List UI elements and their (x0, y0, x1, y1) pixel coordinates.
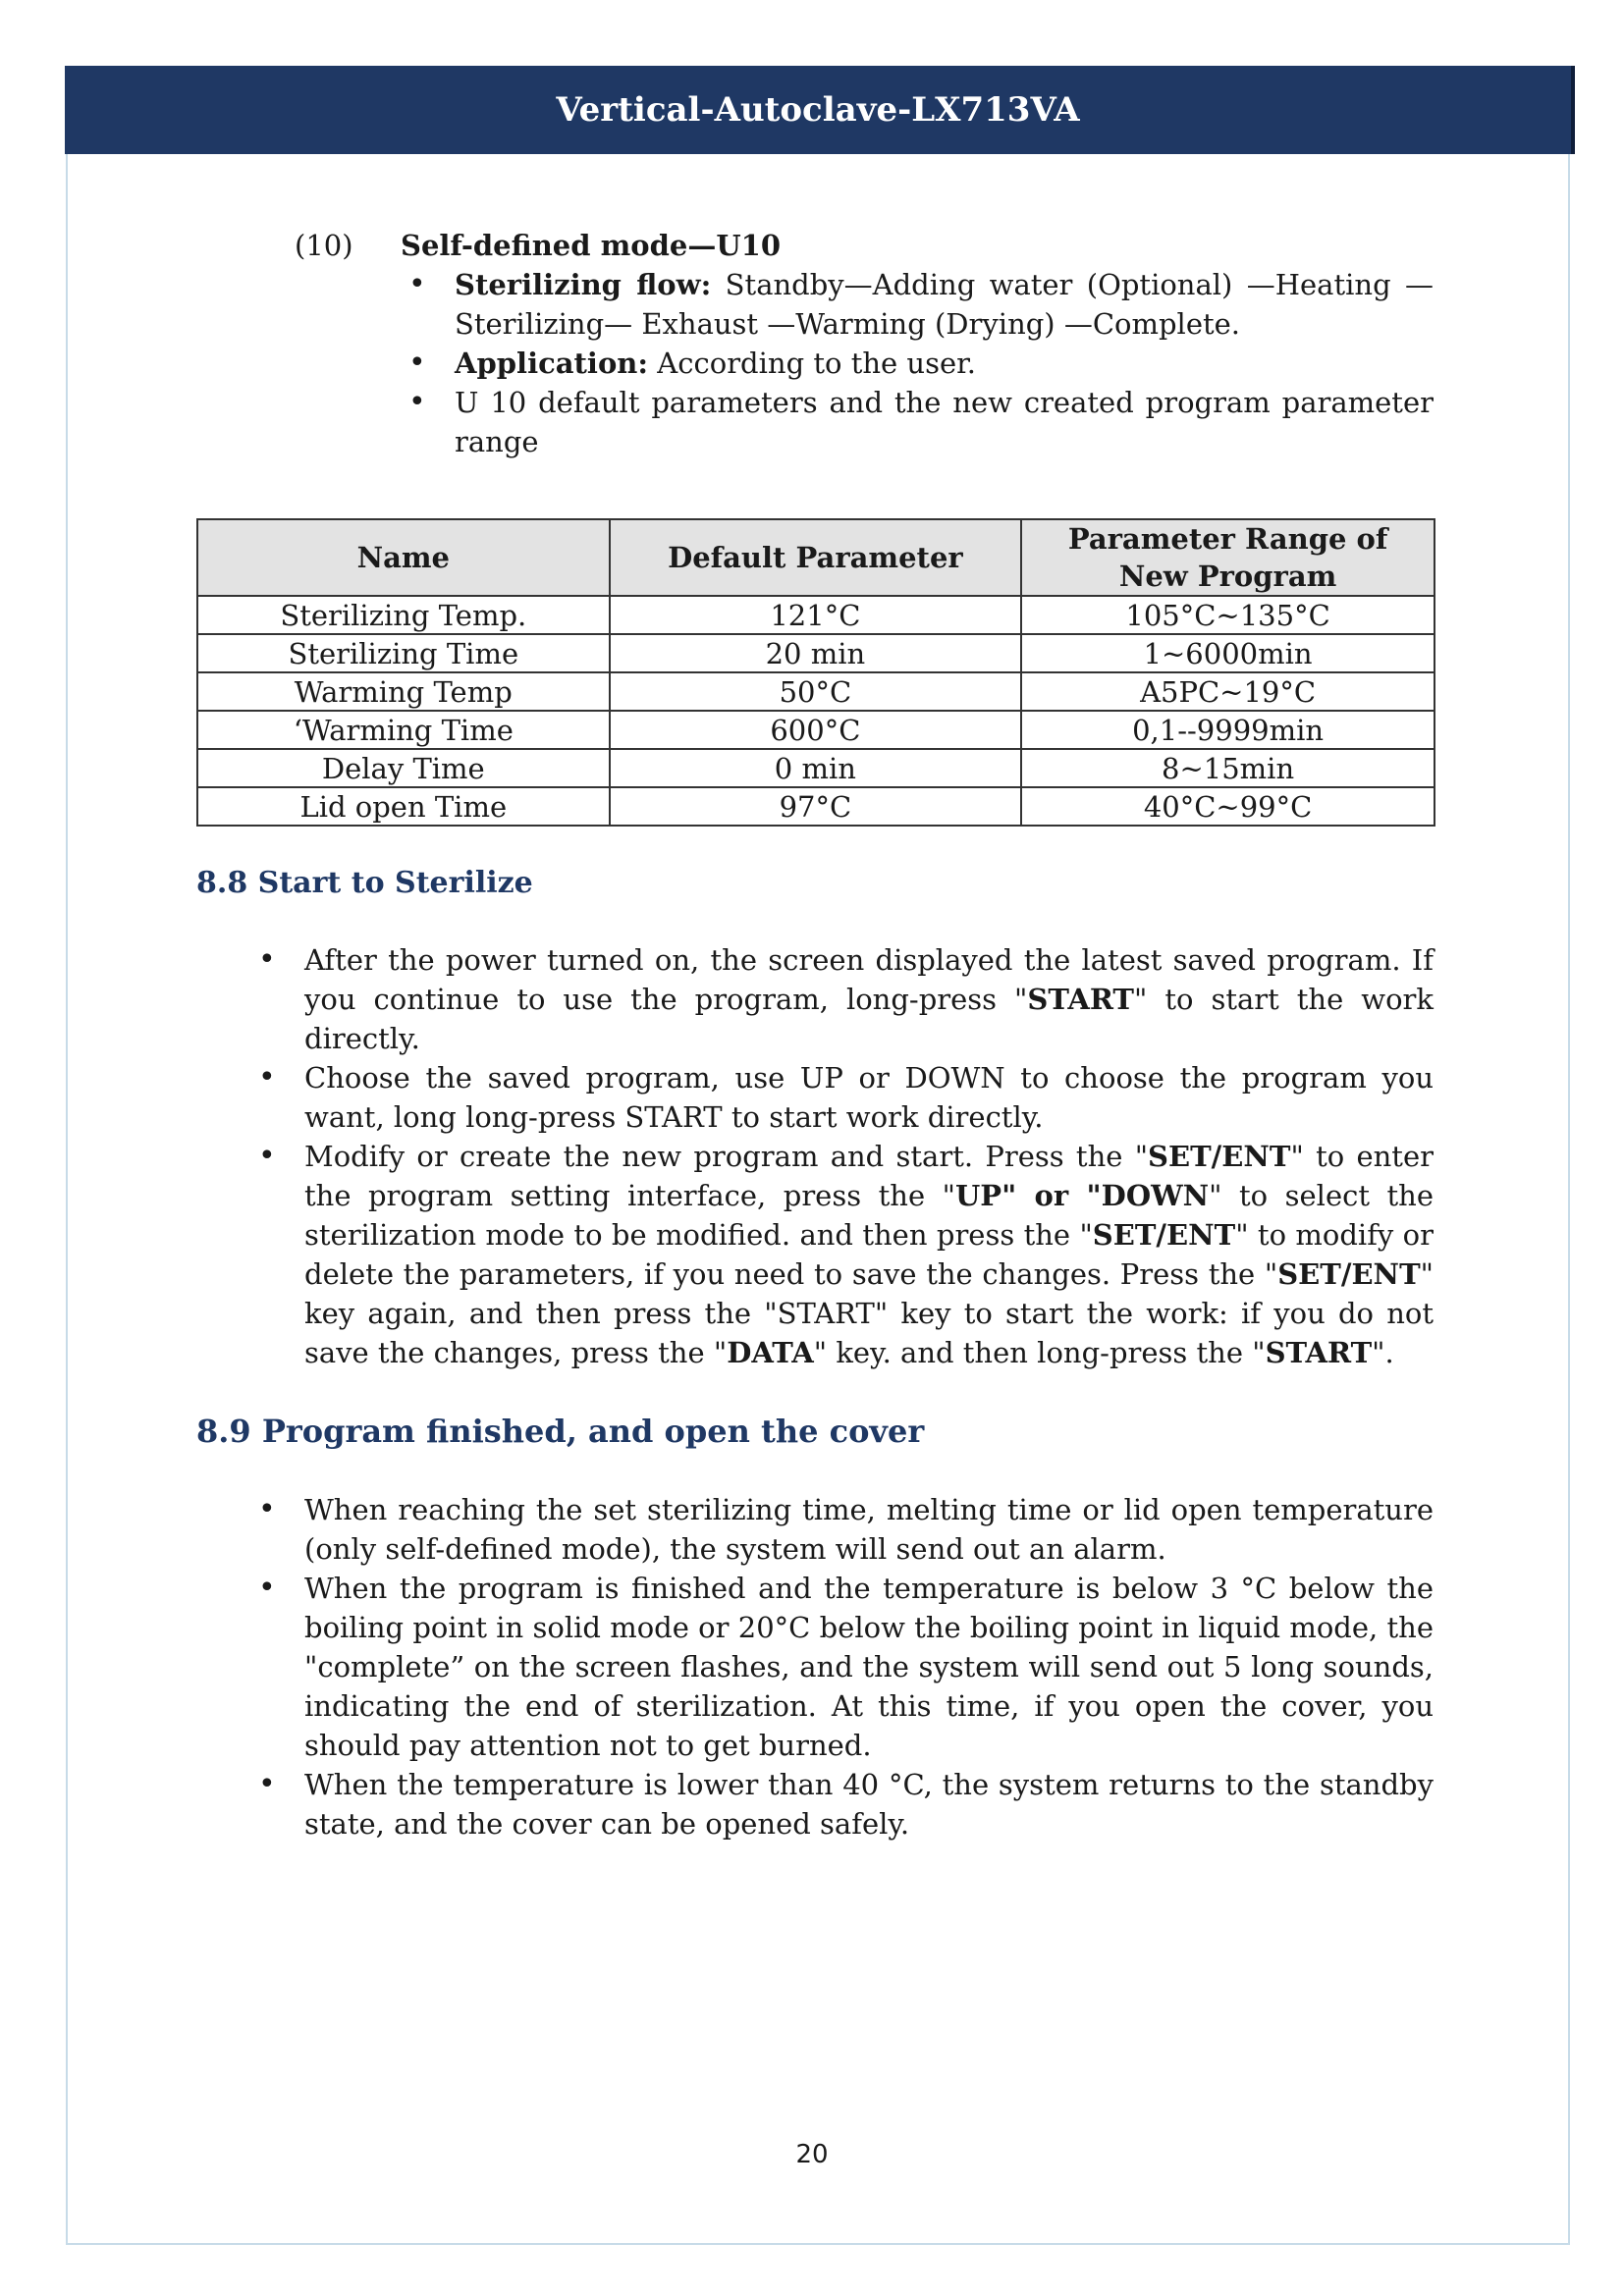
table-cell: A5PC~19°C (1021, 672, 1435, 711)
program-finished-list (250, 1490, 1434, 1843)
table-cell: 121°C (610, 596, 1022, 634)
list-item: • After the power turned on, the screen displayed the latest saved program. If you continue to use the program, long-press "START" to start the work directly. (250, 940, 1434, 1058)
section-title-line (295, 226, 1434, 265)
table-row (197, 787, 1435, 826)
table-cell: 40°C~99°C (1021, 787, 1435, 826)
table-header-row (197, 519, 1435, 596)
list-item: • When the program is finished and the temperature is below 3 °C below the boiling point in solid mode or 20°C below the boiling point in liquid mode, the "complete” on the screen flashes, and the system will send out 5 long sounds, indicating the end of sterilization. At this time, if you open the cover, you should pay attention not to get burned. (250, 1569, 1434, 1765)
section-self-defined-mode (295, 226, 1434, 461)
heading-number: 8.9 (196, 1413, 251, 1450)
table-cell: Sterilizing Temp. (197, 596, 610, 634)
table-cell: 600°C (610, 711, 1022, 749)
table-row (197, 634, 1435, 672)
bold-label: Application: (455, 347, 649, 380)
heading-program-finished (196, 1412, 1434, 1451)
list-item: • Modify or create the new program and start. Press the "SET/ENT" to enter the program setting interface, press the "UP" or "DOWN" to select the sterilization mode to be modified. and then press the "SET/ENT" to modify or delete the parameters, if you need to save the changes. Press the "SET/ENT" key again, and then press the "START" key to start the work: if you do not save the changes, press the "DATA" key. and then long-press the "START". (250, 1137, 1434, 1372)
table-cell: 105°C~135°C (1021, 596, 1435, 634)
list-item: • Choose the saved program, use UP or DOWN to choose the program you want, long long-press START to start work directly. (250, 1058, 1434, 1137)
list-item: • When the temperature is lower than 40 °C, the system returns to the standby state, and the cover can be opened safely. (250, 1765, 1434, 1843)
table-cell: Lid open Time (197, 787, 610, 826)
table-cell: 97°C (610, 787, 1022, 826)
heading-text: Start to Sterilize (257, 866, 533, 900)
table-row (197, 672, 1435, 711)
list-item (401, 344, 1434, 383)
table-cell: Warming Temp (197, 672, 610, 711)
heading-start-to-sterilize (196, 864, 1434, 903)
table-cell: 1~6000min (1021, 634, 1435, 672)
table-cell: 20 min (610, 634, 1022, 672)
table-cell: 50°C (610, 672, 1022, 711)
bold-label: Sterilizing flow: (455, 268, 712, 301)
table-cell: 0 min (610, 749, 1022, 787)
table-cell: Sterilizing Time (197, 634, 610, 672)
column-header: Name (197, 519, 610, 596)
start-sterilize-list (250, 940, 1434, 1372)
header-title: Vertical-Autoclave-LX713VA (556, 90, 1080, 130)
heading-number: 8.8 (196, 866, 248, 900)
column-header: Parameter Range of New Program (1021, 519, 1435, 596)
heading-text: Program finished, and open the cover (261, 1413, 925, 1450)
section-number: (10) (295, 229, 353, 262)
column-header: Default Parameter (610, 519, 1022, 596)
page-content (196, 226, 1434, 1843)
table-cell: 8~15min (1021, 749, 1435, 787)
page-number: 20 (795, 2140, 829, 2169)
item-text: Standby—Adding water (Optional) —Heating — Sterilizing— Exhaust —Warming (Drying) —Complete. (455, 268, 1434, 341)
section-bullets (401, 265, 1434, 461)
page-header (65, 66, 1575, 154)
table-row (197, 596, 1435, 634)
section-title: Self-defined mode—U10 (401, 229, 782, 262)
table-row (197, 711, 1435, 749)
item-text: According to the user. (648, 347, 977, 380)
table-row (197, 749, 1435, 787)
table-cell: 0,1--9999min (1021, 711, 1435, 749)
table-cell: Delay Time (197, 749, 610, 787)
item-text: U 10 default parameters and the new created program parameter range (455, 386, 1434, 458)
list-item (401, 383, 1434, 461)
parameter-table (196, 518, 1435, 827)
list-item: • When reaching the set sterilizing time, melting time or lid open temperature (only self-defined mode), the system will send out an alarm. (250, 1490, 1434, 1569)
list-item (401, 265, 1434, 344)
table-cell: ‘Warming Time (197, 711, 610, 749)
